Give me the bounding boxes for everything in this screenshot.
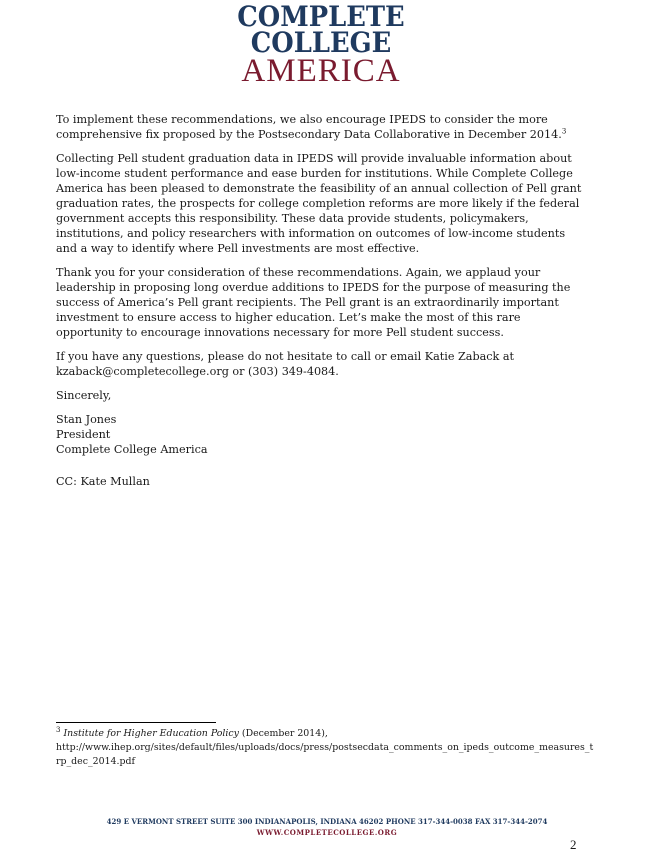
- footer-address: 429 E VERMONT STREET SUITE 300 INDIANAPOLIS, INDIANA 46202 PHONE 317-344-0038 FAX 317-344-2074: [106, 817, 548, 826]
- paragraph-contact: If you have any questions, please do not hesitate to call or email Katie Zaback at kzaback@completecollege.org or (303) 349-4084.: [56, 350, 515, 378]
- letter-body: [56, 112, 586, 489]
- page-footer: [0, 816, 654, 838]
- footnote-divider: [56, 722, 216, 723]
- logo-line-america: AMERICA: [241, 53, 401, 89]
- footnote-source: Institute for Higher Education Policy: [63, 728, 239, 739]
- paragraph-pell-data: Collecting Pell student graduation data in IPEDS will provide invaluable information about low-income student performance and ease burden for institutions. While Complete College America has been pleased to demonstrate the feasibility of an annual collection of Pell grant graduation rates, the prospects for college completion reforms are more likely if the federal government accepts this responsibility. These data provide students, policymakers, institutions, and policy researchers with information on outcomes of low-income students and a way to identify where Pell investments are most effective.: [56, 152, 582, 255]
- footnote-url[interactable]: http://www.ihep.org/sites/default/files/uploads/docs/press/postsecdata_comments_on_ipeds_outcome_measures_trp_dec_2014.pdf: [56, 742, 594, 767]
- signer-name: Stan Jones: [56, 413, 117, 426]
- signer-title: President: [56, 428, 111, 441]
- logo: [226, 0, 416, 89]
- closing: Sincerely,: [56, 389, 112, 402]
- cc-line: CC: Kate Mullan: [56, 475, 150, 488]
- logo-line-college: COLLEGE: [250, 26, 392, 59]
- footnote-ref: 3: [561, 127, 567, 136]
- signer-org: Complete College America: [56, 443, 208, 456]
- footer-website-link[interactable]: WWW.COMPLETECOLLEGE.ORG: [256, 828, 398, 837]
- page-number: 2: [570, 837, 577, 852]
- paragraph-text: To implement these recommendations, we also encourage IPEDS to consider the more comprehensive fix proposed by the Postsecondary Data Collaborative in December 2014.: [56, 113, 562, 141]
- footnote-date: (December 2014),: [238, 728, 328, 739]
- paragraph-thank-you: Thank you for your consideration of these recommendations. Again, we applaud your leadership in proposing long overdue additions to IPEDS for the purpose of measuring the success of America’s Pell grant recipients. The Pell grant is an extraordinarily important investment to ensure access to higher education. Let’s make the most of this rare opportunity to encourage innovations necessary for more Pell student success.: [56, 266, 571, 339]
- logo-line-complete: COMPLETE: [237, 0, 405, 33]
- footnote: [56, 727, 596, 769]
- footnote-number: 3: [56, 725, 61, 734]
- paragraph-ipeds-fix: [56, 112, 586, 142]
